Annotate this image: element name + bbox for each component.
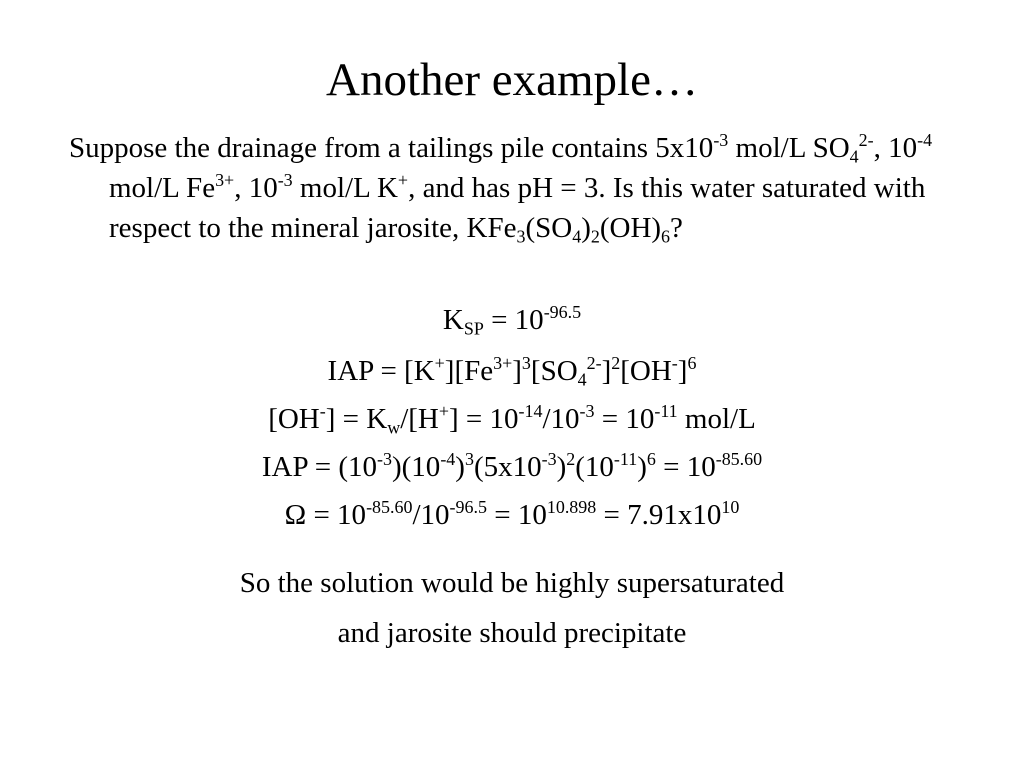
problem-statement: Suppose the drainage from a tailings pile contains $5x10^{-3}$ mol/L $SO_4^{2-}$, $10^{-4}$ mol/L $Fe^{3+}$, $10^{-3}$ mol/L K+, and has pH = 3. Is this water saturated with respect to the mineral jarosite, $KFe_3(SO_4)_2(OH)_6$? bbox=[69, 129, 933, 247]
iap-calculation: IAP = $(10^{-3})(10^{-4})^3(5x10^{-3})^2(10^{-11})^6 = 10^{-85.60}$ bbox=[261, 448, 763, 483]
slide-title: Another example… bbox=[326, 54, 698, 106]
ksp-equation: $K_{SP} = 10^{-96.5}$ bbox=[442, 301, 582, 339]
conclusion-line-2: and jarosite should precipitate bbox=[337, 617, 687, 649]
iap-definition: IAP = $[K^+][Fe^{3+}]^3[SO_4^{2-}]^2[OH^-]^6$ bbox=[327, 352, 697, 390]
hydroxide-calculation: $[OH^-] = K_w/[H^+] = 10^{-14}/10^{-3} = 10^{-11}$ mol/L bbox=[268, 400, 756, 438]
conclusion-line-1: So the solution would be highly supersaturated bbox=[239, 567, 785, 599]
saturation-index-equation: $\Omega = 10^{-85.60}/10^{-96.5} = 10^{10.898} = 7.91x10^{10}$ bbox=[284, 496, 740, 531]
